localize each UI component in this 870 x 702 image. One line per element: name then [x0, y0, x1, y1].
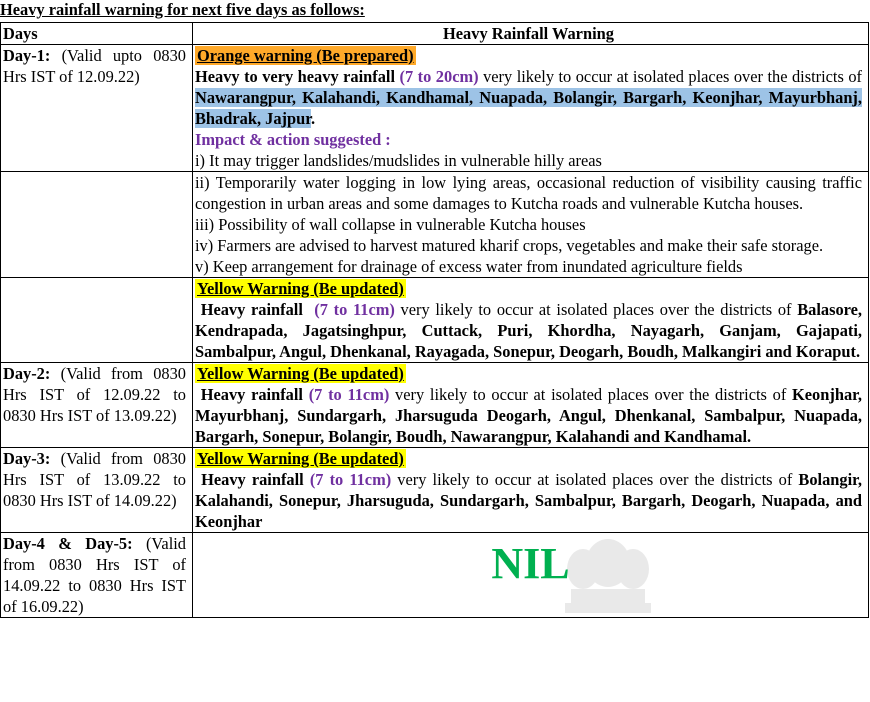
day2-text: very likely to occur at isolated places over the districts of: [389, 385, 793, 404]
day3-districts: Bolangir, Kalahandi, Sonepur, Jharsuguda, Sundargarh, Sambalpur, Bargarh, Deogarh, Nuapada, and Keonjhar: [195, 470, 863, 531]
table-row: [1, 533, 869, 618]
impact-item-iii: iii) Possibility of wall collapse in vulnerable Kutcha houses: [195, 215, 586, 234]
day2-lead: Heavy rainfall: [200, 385, 303, 404]
nil-text: NIL: [491, 539, 570, 588]
impact-item-v: v) Keep arrangement for drainage of excess water from inundated agriculture fields: [195, 257, 743, 276]
day1-impact-cell: [193, 172, 869, 278]
yellow-warning-badge: Yellow Warning (Be updated): [197, 449, 404, 468]
day1-warning-cell: [193, 45, 869, 172]
day1-validity: (Valid upto 0830 Hrs IST of 12.09.22): [3, 46, 186, 86]
day3-warning-cell: [193, 448, 869, 533]
day45-cell: [1, 533, 193, 618]
day3-text: very likely to occur at isolated places over the districts of: [391, 470, 799, 489]
day2-warning-cell: [193, 363, 869, 448]
impact-item-iv: iv) Farmers are advised to harvest matured kharif crops, vegetables and make their safe storage.: [195, 236, 824, 255]
table-row: [1, 448, 869, 533]
table-row: [1, 278, 869, 363]
table-header-row: [1, 23, 869, 45]
warning-column-header: Heavy Rainfall Warning: [193, 23, 869, 45]
day2-validity: (Valid from 0830 Hrs IST of 12.09.22 to 0830 Hrs IST of 13.09.22): [3, 364, 186, 425]
day1-amount: (7 to 20cm): [399, 67, 479, 86]
warning-table: [0, 22, 869, 618]
day3-cell: [1, 448, 193, 533]
day3-label: Day-3:: [3, 449, 51, 468]
day45-validity: (Valid from 0830 Hrs IST of 14.09.22 to 0830 Hrs IST of 16.09.22): [3, 534, 186, 616]
day3-lead: Heavy rainfall: [201, 470, 304, 489]
day2-districts: Keonjhar, Mayurbhanj, Sundargarh, Jharsuguda Deogarh, Angul, Dhenkanal, Sambalpur, Nuapada, Bargarh, Sonepur, Bolangir, Boudh, Nawarangpur, Kalahandi and Kandhamal.: [195, 385, 863, 446]
day1-lead: Heavy to very heavy rainfall: [195, 67, 396, 86]
day1-cell: [1, 45, 193, 172]
day3-validity: (Valid from 0830 Hrs IST of 13.09.22 to 0830 Hrs IST of 14.09.22): [3, 449, 186, 510]
day1-yellow-lead: Heavy rainfall: [200, 300, 303, 319]
day2-amount: (7 to 11cm): [308, 385, 390, 404]
day3-amount: (7 to 11cm): [309, 470, 392, 489]
impact-item-i: i) It may trigger landslides/mudslides in vulnerable hilly areas: [195, 151, 602, 170]
day1-yellow-districts: Balasore, Kendrapada, Jagatsinghpur, Cuttack, Puri, Khordha, Nayagarh, Ganjam, Gajapati, Sambalpur, Angul, Dhenkanal, Rayagada, Sonepur, Deogarh, Boudh, Malkangiri and Koraput.: [195, 300, 863, 361]
day45-label: Day-4 & Day-5:: [3, 534, 133, 553]
day45-warning-cell: [193, 533, 869, 618]
yellow-warning-badge: Yellow Warning (Be updated): [197, 279, 404, 298]
yellow-warning-badge: Yellow Warning (Be updated): [197, 364, 404, 383]
orange-warning-badge: Orange warning (Be prepared): [197, 46, 414, 65]
empty-day-cell: [1, 278, 193, 363]
table-row: [1, 172, 869, 278]
day1-yellow-cell: [193, 278, 869, 363]
empty-day-cell: [1, 172, 193, 278]
table-row: [1, 363, 869, 448]
day1-yellow-amount: (7 to 11cm): [314, 300, 395, 319]
day2-label: Day-2:: [3, 364, 51, 383]
days-column-header: Days: [1, 23, 193, 45]
page-heading: Heavy rainfall warning for next five days as follows:: [0, 0, 365, 19]
table-row: [1, 45, 869, 172]
day1-end: .: [311, 109, 316, 128]
day1-label: Day-1:: [3, 46, 51, 65]
impact-item-ii: ii) Temporarily water logging in low lying areas, occasional reduction of visibility causing traffic congestion in urban areas and some damages to Kutcha roads and vulnerable Kutcha houses.: [195, 173, 862, 213]
day1-text: very likely to occur at isolated places over the districts of: [478, 67, 862, 86]
day1-yellow-text: very likely to occur at isolated places over the districts of: [394, 300, 798, 319]
day2-cell: [1, 363, 193, 448]
impact-title: Impact & action suggested :: [195, 130, 391, 149]
day1-districts: Nawarangpur, Kalahandi, Kandhamal, Nuapada, Bolangir, Bargarh, Keonjhar, Mayurbhanj, Bhadrak, Jajpur: [195, 88, 862, 128]
